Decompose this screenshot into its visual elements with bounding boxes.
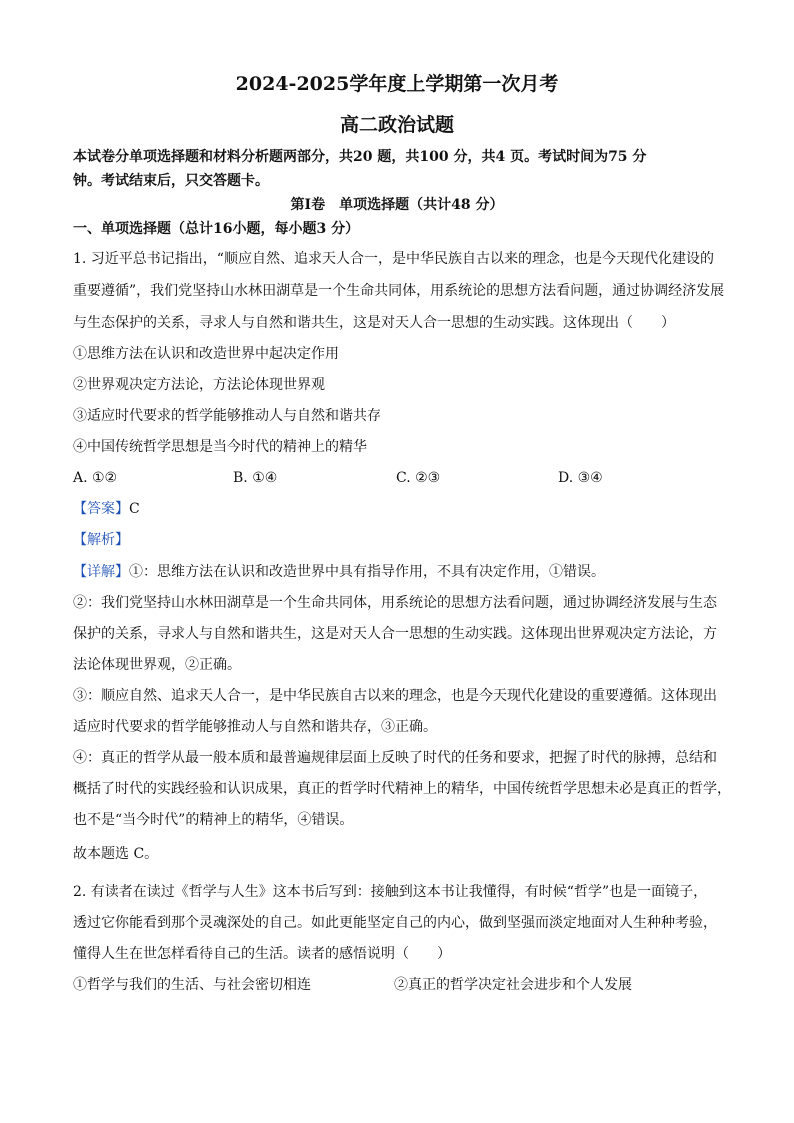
q1-option-d: D. ③④ <box>558 470 603 486</box>
q1-item-2: ②世界观决定方法论，方法论体现世界观 <box>73 377 325 393</box>
exam-subtitle: 高二政治试题 <box>339 114 454 136</box>
intro-line-2: 钟。考试结束后，只交答题卡。 <box>73 173 269 189</box>
q1-detail-2-line-1: ②：我们党坚持山水林田湖草是一个生命共同体，用系统论的思想方法看问题，通过协调经济发展与生态 <box>73 595 717 611</box>
q1-item-4: ④中国传统哲学思想是当今时代的精神上的精华 <box>73 439 367 455</box>
q2-stem-line-2: 透过它你能看到那个灵魂深处的自己。如此更能坚定自己的内心，做到坚强而淡定地面对人生种种考验， <box>73 915 717 931</box>
exam-title: 2024-2025学年度上学期第一次月考 <box>235 73 559 95</box>
detail-tag: 【详解】 <box>73 564 129 580</box>
part-heading: 一、单项选择题（总计16小题，每小题3 分） <box>73 221 360 237</box>
q1-option-c: C. ②③ <box>396 470 441 486</box>
analysis-tag: 【解析】 <box>73 532 129 548</box>
q1-option-a: A. ①② <box>73 470 118 486</box>
intro-line-1: 本试卷分单项选择题和材料分析题两部分，共20 题，共100 分，共4 页。考试时间为75 分 <box>73 149 647 165</box>
q1-item-3: ③适应时代要求的哲学能够推动人与自然和谐共存 <box>73 408 381 424</box>
q2-item-2: ②真正的哲学决定社会进步和个人发展 <box>394 977 632 993</box>
answer-value: C <box>129 501 140 517</box>
q1-detail-1 <box>73 563 605 581</box>
q1-stem-line-2: 重要遵循”，我们党坚持山水林田湖草是一个生命共同体，用系统论的思想方法看问题，通过协调经济发展 <box>73 283 725 299</box>
q2-item-1: ①哲学与我们的生活、与社会密切相连 <box>73 977 311 993</box>
q1-detail-1-text: ①：思维方法在认识和改造世界中具有指导作用，不具有决定作用，①错误。 <box>129 564 605 580</box>
answer-tag: 【答案】 <box>73 501 129 517</box>
q1-item-1: ①思维方法在认识和改造世界中起决定作用 <box>73 346 339 362</box>
q2-stem-line-3: 懂得人生在世怎样看待自己的生活。读者的感悟说明（ ） <box>73 946 451 962</box>
q1-detail-2-line-2: 保护的关系，寻求人与自然和谐共生，这是对天人合一思想的生动实践。这体现出世界观决定方法论，方 <box>73 626 717 642</box>
q1-detail-4-line-3: 也不是“当今时代”的精神上的精华，④错误。 <box>73 812 354 828</box>
q1-detail-4-line-1: ④：真正的哲学从最一般本质和最普遍规律层面上反映了时代的任务和要求，把握了时代的脉搏，总结和 <box>73 750 717 766</box>
q1-detail-2-line-3: 法论体现世界观，②正确。 <box>73 657 241 673</box>
q1-stem-line-3: 与生态保护的关系，寻求人与自然和谐共生，这是对天人合一思想的生动实践。这体现出（ ） <box>73 315 675 331</box>
q1-stem-line-1: 1. 习近平总书记指出，“顺应自然、追求天人合一，是中华民族自古以来的理念，也是今天现代化建设的 <box>73 251 714 267</box>
q2-stem-line-1: 2. 有读者在读过《哲学与人生》这本书后写到：接触到这本书让我懂得，有时候“哲学”也是一面镜子， <box>73 884 708 900</box>
q1-detail-4-line-2: 概括了时代的实践经验和认识成果，真正的哲学时代精神上的精华，中国传统哲学思想未必是真正的哲学， <box>73 781 731 797</box>
section-title: 第Ⅰ卷 单项选择题（共计48 分） <box>290 197 504 213</box>
q1-detail-3-line-2: 适应时代要求的哲学能够推动人与自然和谐共存，③正确。 <box>73 719 437 735</box>
q1-answer <box>73 500 140 518</box>
q1-detail-3-line-1: ③：顺应自然、追求天人合一，是中华民族自古以来的理念，也是今天现代化建设的重要遵循。这体现出 <box>73 688 717 704</box>
q1-conclusion: 故本题选 C。 <box>73 846 159 862</box>
q1-option-b: B. ①④ <box>233 470 278 486</box>
